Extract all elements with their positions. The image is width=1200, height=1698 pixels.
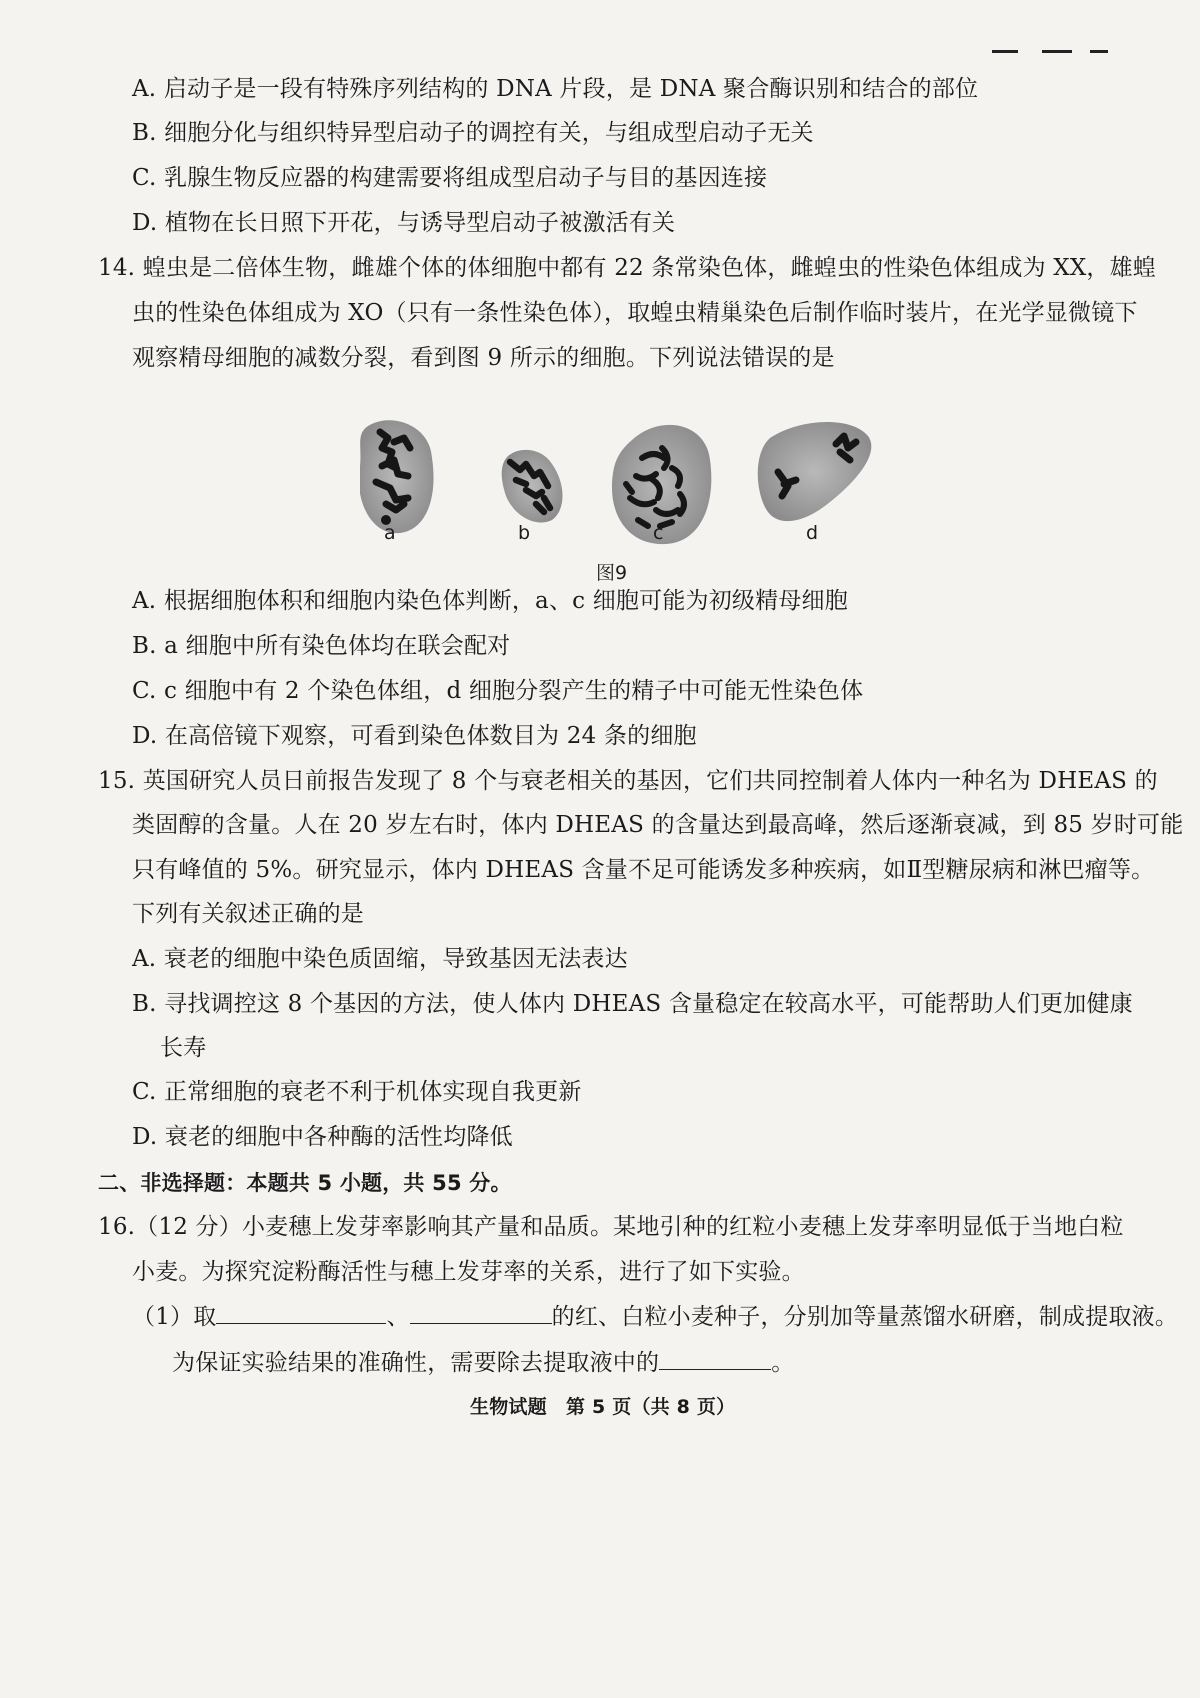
cell-b: [502, 450, 563, 523]
answer-blank-3[interactable]: [659, 1347, 771, 1370]
q15-option-c: C. 正常细胞的衰老不利于机体实现自我更新: [132, 1079, 582, 1105]
q15-option-b-cont: 长寿: [160, 1035, 207, 1061]
section-2-heading: 二、非选择题：本题共 5 小题，共 55 分。: [98, 1171, 512, 1195]
q16-stem-line: 16.（12 分）小麦穗上发芽率影响其产量和品质。某地引种的红粒小麦穗上发芽率明显低于当地白粒: [98, 1214, 1124, 1240]
top-dash: [1090, 50, 1108, 53]
q14-stem-line: 观察精母细胞的减数分裂，看到图 9 所示的细胞。下列说法错误的是: [132, 345, 835, 371]
figure-label-c: c: [653, 522, 664, 544]
q16-part1-line2: [172, 1347, 794, 1378]
top-dash: [992, 50, 1018, 53]
figure-caption: 图9: [596, 562, 628, 584]
cell-a: [360, 420, 434, 533]
q14-stem-line: 虫的性染色体组成为 XO（只有一条性染色体），取蝗虫精巢染色后制作临时装片，在光学显微镜下: [132, 300, 1138, 326]
q15-option-b: B. 寻找调控这 8 个基因的方法，使人体内 DHEAS 含量稳定在较高水平，可能帮助人们更加健康: [132, 991, 1133, 1017]
q13-option-d: D. 植物在长日照下开花，与诱导型启动子被激活有关: [132, 210, 676, 236]
q16-stem-line: 小麦。为探究淀粉酶活性与穗上发芽率的关系，进行了如下实验。: [132, 1259, 805, 1285]
q15-stem-line: 只有峰值的 5%。研究显示，体内 DHEAS 含量不足可能诱发多种疾病，如Ⅱ型糖尿病和淋巴瘤等。: [132, 857, 1155, 883]
q13-option-c: C. 乳腺生物反应器的构建需要将组成型启动子与目的基因连接: [132, 165, 768, 191]
q16-part1-sep: 、: [386, 1304, 410, 1330]
q14-option-b: B. a 细胞中所有染色体均在联会配对: [132, 633, 511, 659]
q15-option-a: A. 衰老的细胞中染色质固缩，导致基因无法表达: [132, 946, 628, 972]
page-footer: 生物试题 第 5 页（共 8 页）: [470, 1396, 736, 1418]
q15-option-d: D. 衰老的细胞中各种酶的活性均降低: [132, 1124, 513, 1150]
answer-blank-1[interactable]: [216, 1301, 386, 1324]
q14-stem-line: 14. 蝗虫是二倍体生物，雌雄个体的体细胞中都有 22 条常染色体，雌蝗虫的性染色体组成为 XX，雄蝗: [98, 255, 1157, 281]
figure-label-d: d: [806, 522, 819, 544]
q15-stem-line: 15. 英国研究人员日前报告发现了 8 个与衰老相关的基因，它们共同控制着人体内一种名为 DHEAS 的: [98, 768, 1158, 794]
q13-option-a: A. 启动子是一段有特殊序列结构的 DNA 片段，是 DNA 聚合酶识别和结合的部位: [132, 76, 979, 102]
top-dash: [1042, 50, 1072, 53]
q14-option-d: D. 在高倍镜下观察，可看到染色体数目为 24 条的细胞: [132, 723, 697, 749]
figure-label-a: a: [384, 522, 396, 544]
q15-stem-line: 下列有关叙述正确的是: [132, 901, 364, 927]
q16-part1-prefix: （1）取: [132, 1304, 217, 1330]
q14-option-c: C. c 细胞中有 2 个染色体组，d 细胞分裂产生的精子中可能无性染色体: [132, 678, 864, 704]
figure-label-b: b: [518, 522, 531, 544]
q16-part1-line2-prefix: 为保证实验结果的准确性，需要除去提取液中的: [172, 1350, 660, 1376]
q13-option-b: B. 细胞分化与组织特异型启动子的调控有关，与组成型启动子无关: [132, 120, 814, 146]
q16-part1-line2-suffix: 。: [771, 1350, 795, 1376]
cell-d: [758, 422, 872, 521]
answer-blank-2[interactable]: [410, 1301, 552, 1324]
q16-part1-line1: [132, 1301, 1178, 1332]
q15-stem-line: 类固醇的含量。人在 20 岁左右时，体内 DHEAS 的含量达到最高峰，然后逐渐衰减，到 85 岁时可能: [132, 812, 1184, 838]
q16-part1-suffix: 的红、白粒小麦种子，分别加等量蒸馏水研磨，制成提取液。: [551, 1304, 1179, 1330]
q14-option-a: A. 根据细胞体积和细胞内染色体判断，a、c 细胞可能为初级精母细胞: [132, 588, 848, 614]
